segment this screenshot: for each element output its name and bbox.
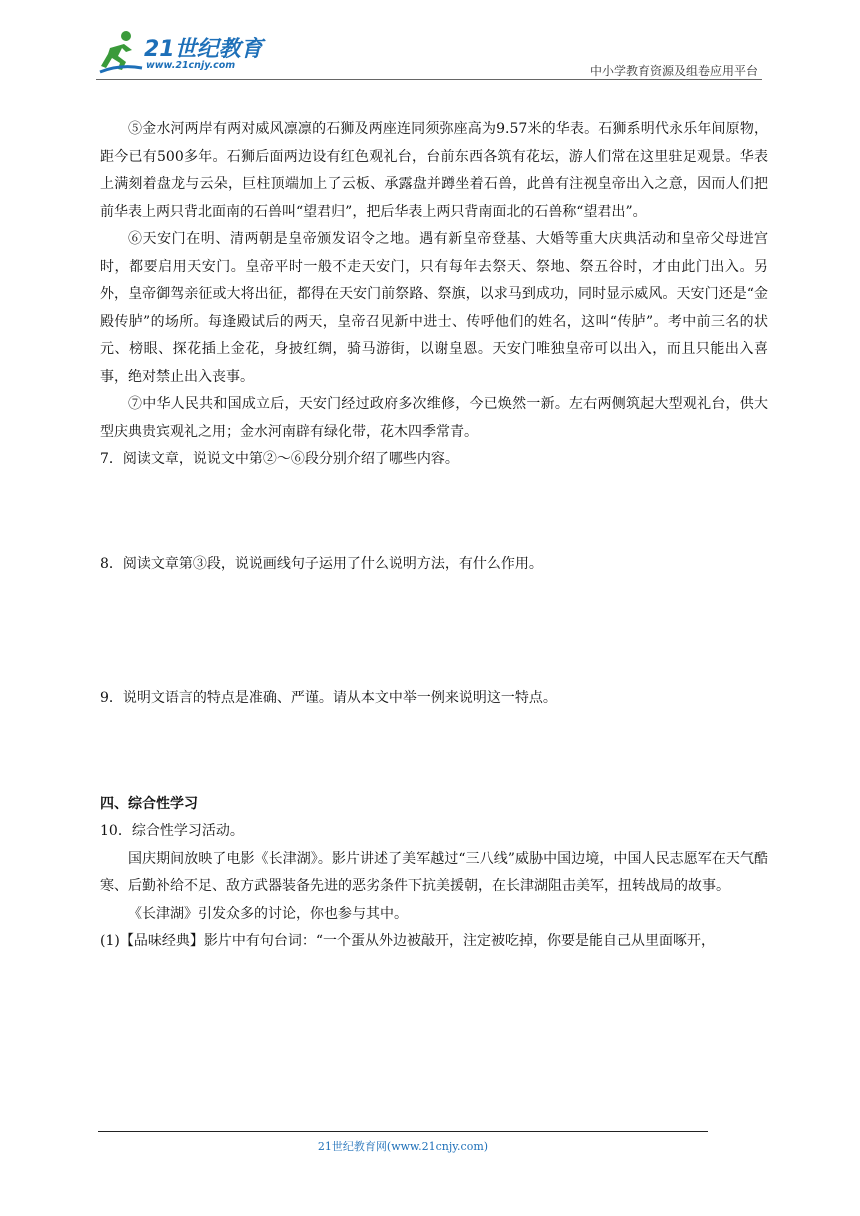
question-10: 10．综合性学习活动。 [100,823,244,839]
page-header [96,28,762,80]
footer-divider [98,1131,708,1132]
answer-space-9 [100,713,768,791]
document-body [100,116,768,956]
question-8: 8．阅读文章第③段，说说画线句子运用了什么说明方法，有什么作用。 [100,555,543,572]
answer-space-7 [100,474,768,551]
question-9: 9．说明文语言的特点是准确、严谨。请从本文中举一例来说明这一特点。 [100,690,557,706]
platform-name: 中小学教育资源及组卷应用平台 [589,64,758,78]
paragraph-6: ⑥天安门在明、清两朝是皇帝颁发诏令之地。遇有新皇帝登基、大婚等重大庆典活动和皇帝父母进宫时，都要启用天安门。皇帝平时一般不走天安门，只有每年去祭天、祭地、祭五谷时，才由此门出入。另外，皇帝御驾亲征或大将出征，都得在天安门前祭路、祭旗，以求马到成功，同时显示威风。天安门还是“金殿传胪”的场所。每逢殿试后的两天，皇帝召见新中进士、传呼他们的姓名，这叫“传胪”。考中前三名的状元、榜眼、探花插上金花，身披红绸，骑马游街，以谢皇恩。天安门唯独皇帝可以出入，而且只能出入喜事，绝对禁止出入丧事。 [100,231,768,385]
footer-link[interactable]: 21世纪教育网(www.21cnjy.com) [317,1140,489,1153]
section-paragraph-1: 国庆期间放映了电影《长津湖》。影片讲述了美军越过“三八线”威胁中国边境，中国人民志愿军在天气酷寒、后勤补给不足、敌方武器装备先进的恶劣条件下抗美援朝，在长津湖阻击美军，扭转战局的故事。 [100,850,768,894]
site-logo[interactable] [96,28,266,78]
section-title: 四、综合性学习 [100,795,198,812]
logo-text: 21世纪教育 [144,37,263,62]
header-divider [96,79,762,80]
answer-space-8 [100,578,768,685]
paragraph-7: ⑦中华人民共和国成立后，天安门经过政府多次维修，今已焕然一新。左右两侧筑起大型观礼台，供大型庆典贵宾观礼之用；金水河南辟有绿化带，花木四季常青。 [100,396,768,440]
logo-url: www.21cnjy.com [146,60,236,71]
runner-logo-icon [96,28,144,74]
question-7: 7．阅读文章，说说文中第②～⑥段分别介绍了哪些内容。 [100,451,459,467]
sub-question-1: (1)【品味经典】影片中有句台词：“一个蛋从外边被敲开，注定被吃掉，你要是能自己从里面啄开， [100,933,715,949]
section-paragraph-2: 《长津湖》引发众多的讨论，你也参与其中。 [128,905,408,922]
paragraph-5: ⑤金水河两岸有两对威风凛凛的石狮及两座连同须弥座高为9.57米的华表。石狮系明代永乐年间原物，距今已有500多年。石狮后面两边设有红色观礼台，台前东西各筑有花坛，游人们常在这里驻足观景。华表上满刻着盘龙与云朵，巨柱顶端加上了云板、承露盘并蹲坐着石兽，此兽有注视皇帝出入之意，因而人们把前华表上两只背北面南的石兽叫“望君归”，把后华表上两只背南面北的石兽称“望君出”。 [100,121,768,220]
